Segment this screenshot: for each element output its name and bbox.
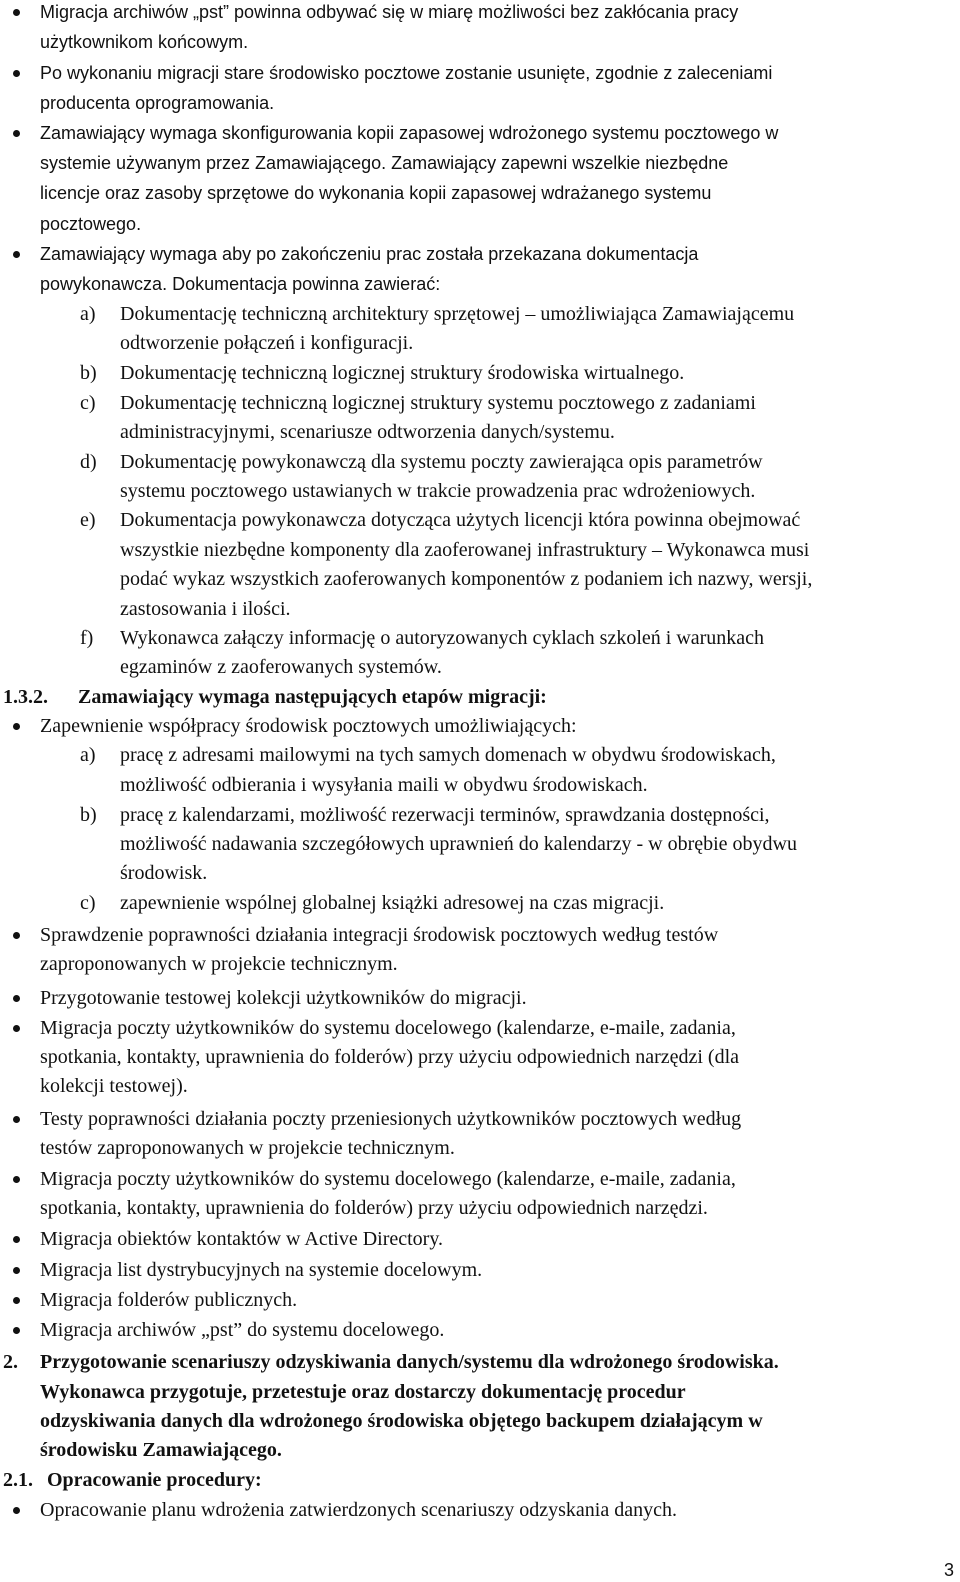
- list-marker: b): [80, 804, 97, 826]
- text-line: Dokumentację techniczną logicznej struktury systemu pocztowego z zadaniami: [120, 392, 756, 414]
- bullet-icon: [13, 1025, 20, 1032]
- list-marker: d): [80, 451, 97, 473]
- list-marker: b): [80, 362, 97, 384]
- text-line: administracyjnymi, scenariusze odtworzenia danych/systemu.: [120, 421, 615, 443]
- bullet-icon: [13, 70, 20, 77]
- text-line: środowisku Zamawiającego.: [40, 1439, 282, 1461]
- text-line: Migracja folderów publicznych.: [40, 1289, 298, 1311]
- text-line: możliwość nadawania szczegółowych uprawnień do kalendarzy - w obrębie obydwu: [120, 833, 797, 855]
- page-number: 3: [943, 1560, 954, 1580]
- list-marker: f): [80, 627, 94, 649]
- text-line: licencje oraz zasoby sprzętowe do wykonania kopii zapasowej wdrażanego systemu: [40, 183, 712, 203]
- bullet-icon: [13, 995, 20, 1002]
- text-line: Wykonawca przygotuje, przetestuje oraz dostarczy dokumentację procedur: [40, 1381, 686, 1403]
- section-number: 2.1.: [3, 1469, 33, 1491]
- bullet-icon: [13, 1297, 20, 1304]
- text-line: odzyskiwania danych dla wdrożonego środowiska objętego backupem działającym w: [40, 1410, 763, 1432]
- text-line: systemie używanym przez Zamawiającego. Zamawiający zapewni wszelkie niezbędne: [40, 153, 729, 173]
- section-heading: Zamawiający wymaga następujących etapów migracji:: [78, 686, 547, 708]
- text-line: Przygotowanie testowej kolekcji użytkowników do migracji.: [40, 987, 527, 1009]
- bullet-icon: [13, 723, 20, 730]
- text-line: możliwość odbierania i wysyłania maili w obydwu środowiskach.: [120, 774, 648, 796]
- section-heading: Przygotowanie scenariuszy odzyskiwania danych/systemu dla wdrożonego środowiska.: [40, 1351, 779, 1373]
- bullet-icon: [13, 251, 20, 258]
- text-line: Migracja archiwów „pst” do systemu docelowego.: [40, 1319, 445, 1341]
- text-line: spotkania, kontakty, uprawnienia do folderów) przy użyciu odpowiednich narzędzi (dla: [40, 1046, 740, 1068]
- text-line: odtworzenie połączeń i konfiguracji.: [120, 332, 414, 354]
- text-line: testów zaproponowanych w projekcie technicznym.: [40, 1137, 455, 1159]
- bullet-icon: [13, 1507, 20, 1514]
- text-line: Migracja list dystrybucyjnych na systemie docelowym.: [40, 1259, 483, 1281]
- text-line: Dokumentacja powykonawcza dotycząca użytych licencji która powinna obejmować: [120, 509, 801, 531]
- bullet-icon: [13, 1267, 20, 1274]
- text-line: środowisk.: [120, 862, 208, 884]
- bullet-icon: [13, 1116, 20, 1123]
- text-line: Wykonawca załączy informację o autoryzowanych cyklach szkoleń i warunkach: [120, 627, 765, 649]
- text-line: zastosowania i ilości.: [120, 598, 291, 620]
- text-line: Po wykonaniu migracji stare środowisko pocztowe zostanie usunięte, zgodnie z zaleceniami: [40, 63, 773, 83]
- bullet-icon: [13, 130, 20, 137]
- text-line: Dokumentację techniczną architektury sprzętowej – umożliwiająca Zamawiającemu: [120, 303, 795, 325]
- list-marker: a): [80, 303, 96, 325]
- list-marker: c): [80, 892, 96, 914]
- text-line: wszystkie niezbędne komponenty dla zaoferowanej infrastruktury – Wykonawca musi: [120, 539, 810, 561]
- text-line: Migracja archiwów „pst” powinna odbywać się w miarę możliwości bez zakłócania pracy: [40, 2, 739, 22]
- text-line: systemu pocztowego ustawianych w trakcie prowadzenia prac wdrożeniowych.: [120, 480, 756, 502]
- text-line: Testy poprawności działania poczty przeniesionych użytkowników pocztowych według: [40, 1108, 742, 1130]
- text-line: Dokumentację techniczną logicznej struktury środowiska wirtualnego.: [120, 362, 685, 384]
- bullet-icon: [13, 1236, 20, 1243]
- list-marker: c): [80, 392, 96, 414]
- text-line: Dokumentację powykonawczą dla systemu poczty zawierająca opis parametrów: [120, 451, 763, 473]
- text-line: producenta oprogramowania.: [40, 93, 275, 113]
- section-heading: Opracowanie procedury:: [47, 1469, 262, 1491]
- list-marker: a): [80, 744, 96, 766]
- bullet-icon: [13, 1176, 20, 1183]
- text-line: zaproponowanych w projekcie technicznym.: [40, 953, 398, 975]
- bullet-icon: [13, 932, 20, 939]
- text-line: Zamawiający wymaga aby po zakończeniu prac została przekazana dokumentacja: [40, 244, 699, 264]
- text-line: Migracja poczty użytkowników do systemu docelowego (kalendarze, e-maile, zadania,: [40, 1017, 736, 1039]
- text-line: Zapewnienie współpracy środowisk pocztowych umożliwiających:: [40, 715, 577, 737]
- text-line: podać wykaz wszystkich zaoferowanych komponentów z podaniem ich nazwy, wersji,: [120, 568, 813, 590]
- bullet-icon: [13, 1327, 20, 1334]
- text-line: powykonawcza. Dokumentacja powinna zawierać:: [40, 274, 441, 294]
- section-number: 2.: [3, 1351, 18, 1373]
- text-line: spotkania, kontakty, uprawnienia do folderów) przy użyciu odpowiednich narzędzi.: [40, 1197, 708, 1219]
- text-line: egzaminów z zaoferowanych systemów.: [120, 656, 442, 678]
- list-marker: e): [80, 509, 96, 531]
- text-line: Sprawdzenie poprawności działania integracji środowisk pocztowych według testów: [40, 924, 719, 946]
- text-line: pracę z kalendarzami, możliwość rezerwacji terminów, sprawdzania dostępności,: [120, 804, 770, 826]
- text-line: Migracja poczty użytkowników do systemu docelowego (kalendarze, e-maile, zadania,: [40, 1168, 736, 1190]
- text-line: Migracja obiektów kontaktów w Active Directory.: [40, 1228, 444, 1250]
- text-line: Opracowanie planu wdrożenia zatwierdzonych scenariuszy odzyskania danych.: [40, 1499, 677, 1521]
- section-number: 1.3.2.: [3, 686, 48, 708]
- text-line: pocztowego.: [40, 214, 142, 234]
- text-line: pracę z adresami mailowymi na tych samych domenach w obydwu środowiskach,: [120, 744, 776, 766]
- text-line: zapewnienie wspólnej globalnej książki adresowej na czas migracji.: [120, 892, 665, 914]
- bullet-icon: [13, 9, 20, 16]
- text-line: Zamawiający wymaga skonfigurowania kopii zapasowej wdrożonego systemu pocztowego w: [40, 123, 779, 143]
- text-line: kolekcji testowej).: [40, 1075, 188, 1097]
- text-line: użytkownikom końcowym.: [40, 32, 249, 52]
